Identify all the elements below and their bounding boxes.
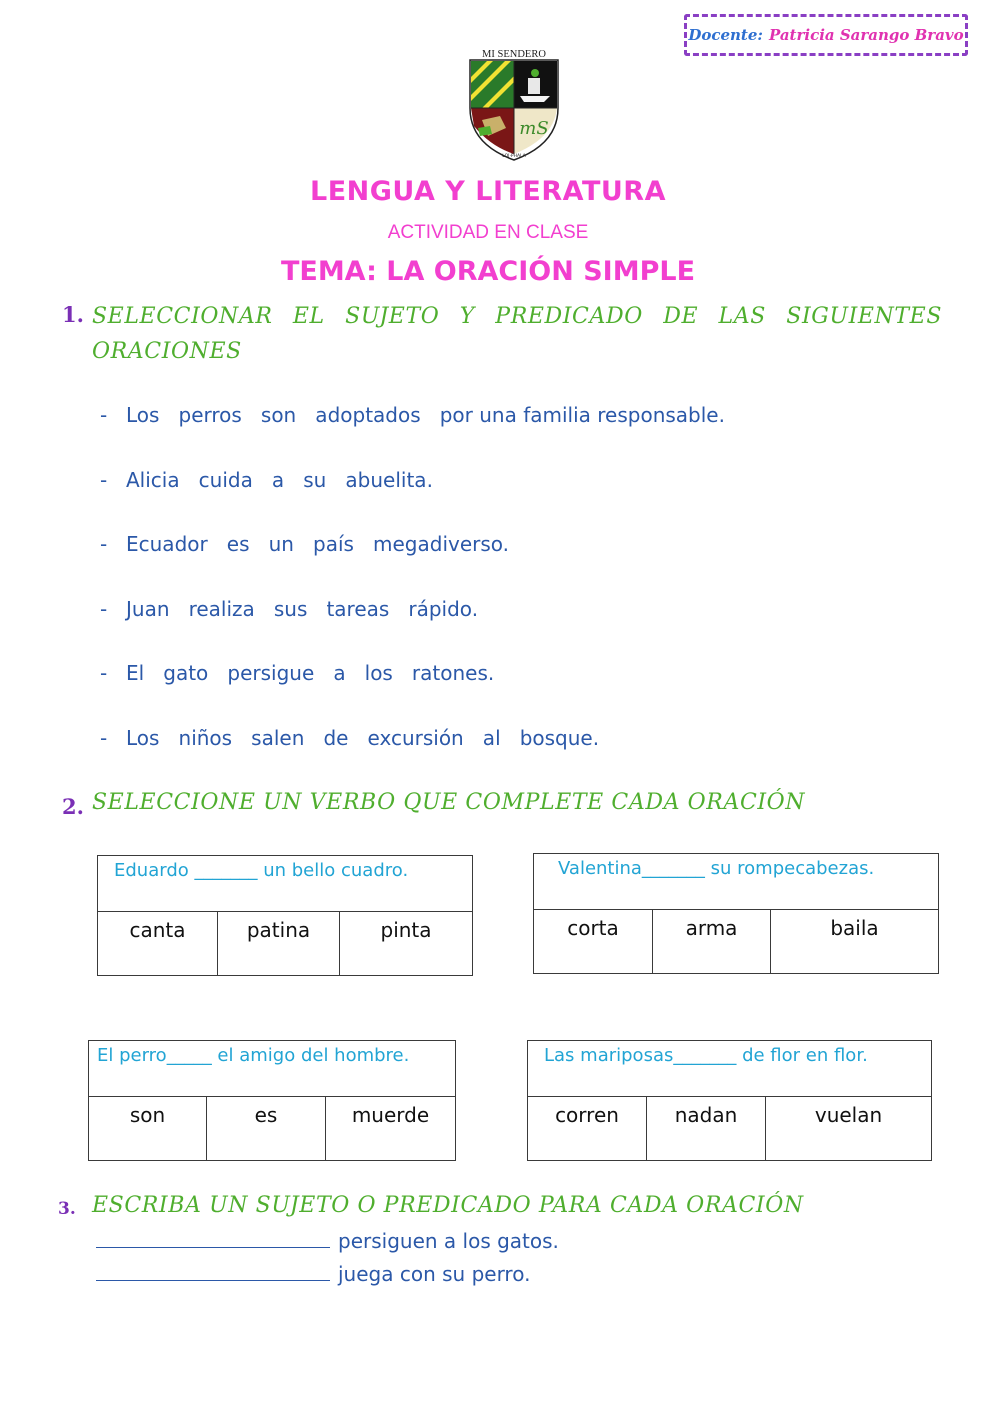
section3-number: 3. <box>58 1199 76 1219</box>
exercise-sentence: Eduardo _______ un bello cuadro. <box>98 856 473 912</box>
activity-subtitle: ACTIVIDAD EN CLASE <box>387 222 589 243</box>
sentence-item[interactable]: - El gato persigue a los ratones. <box>100 661 495 685</box>
subject-title: LENGUA Y LITERATURA <box>310 176 666 207</box>
teacher-label-box <box>684 14 968 56</box>
sentence-item[interactable]: - Los perros son adoptados por una familia responsable. <box>100 403 725 427</box>
section1-number: 1. <box>62 302 84 327</box>
crest-monogram: mS <box>519 118 549 139</box>
verb-option[interactable]: pinta <box>340 912 473 976</box>
section2-instruction: SELECCIONE UN VERBO QUE COMPLETE CADA ORACIÓN <box>92 790 806 815</box>
fill-line <box>96 1229 559 1253</box>
section1-instruction: SELECCIONAR EL SUJETO Y PREDICADO DE LAS SIGUIENTES ORACIONES <box>92 304 942 364</box>
verb-option[interactable]: baila <box>771 910 939 974</box>
verb-exercise-3 <box>88 1040 456 1161</box>
crest-bottom-text: LOJ·PHALA <box>502 154 526 159</box>
answer-blank[interactable] <box>96 1262 330 1281</box>
teacher-label: Docente: <box>688 26 763 44</box>
crest-top-text: MI SENDERO <box>482 49 546 60</box>
verb-option[interactable]: muerde <box>326 1097 456 1161</box>
answer-blank[interactable] <box>96 1229 330 1248</box>
verb-exercise-4 <box>527 1040 932 1161</box>
verb-option[interactable]: nadan <box>647 1097 766 1161</box>
verb-option[interactable]: patina <box>218 912 340 976</box>
section2-number: 2. <box>62 794 84 819</box>
verb-option[interactable]: arma <box>653 910 771 974</box>
teacher-name: Patricia Sarango Bravo <box>768 26 964 44</box>
verb-option[interactable]: corren <box>528 1097 647 1161</box>
sentence-item[interactable]: - Alicia cuida a su abuelita. <box>100 467 433 492</box>
verb-option[interactable]: canta <box>98 912 218 976</box>
exercise-sentence: El perro_____ el amigo del hombre. <box>89 1041 456 1097</box>
verb-option[interactable]: son <box>89 1097 207 1161</box>
exercise-sentence: Las mariposas_______ de flor en flor. <box>528 1041 932 1097</box>
verb-option[interactable]: es <box>207 1097 326 1161</box>
topic-title: TEMA: LA ORACIÓN SIMPLE <box>280 256 696 287</box>
sentence-list <box>100 403 725 790</box>
fill-line <box>96 1262 530 1286</box>
sentence-item[interactable]: - Juan realiza sus tareas rápido. <box>100 596 479 621</box>
sentence-item[interactable]: - Ecuador es un país megadiverso. <box>100 532 510 556</box>
sentence-item[interactable]: - Los niños salen de excursión al bosque. <box>100 725 600 750</box>
verb-exercise-1 <box>97 855 473 976</box>
verb-exercise-2 <box>533 853 939 974</box>
fill-text: juega con su perro. <box>338 1262 531 1286</box>
school-crest-logo <box>462 46 566 164</box>
fill-text: persiguen a los gatos. <box>338 1229 559 1253</box>
verb-option[interactable]: vuelan <box>766 1097 932 1161</box>
section3-instruction: ESCRIBA UN SUJETO O PREDICADO PARA CADA ORACIÓN <box>92 1193 804 1218</box>
verb-option[interactable]: corta <box>534 910 653 974</box>
exercise-sentence: Valentina_______ su rompecabezas. <box>534 854 939 910</box>
